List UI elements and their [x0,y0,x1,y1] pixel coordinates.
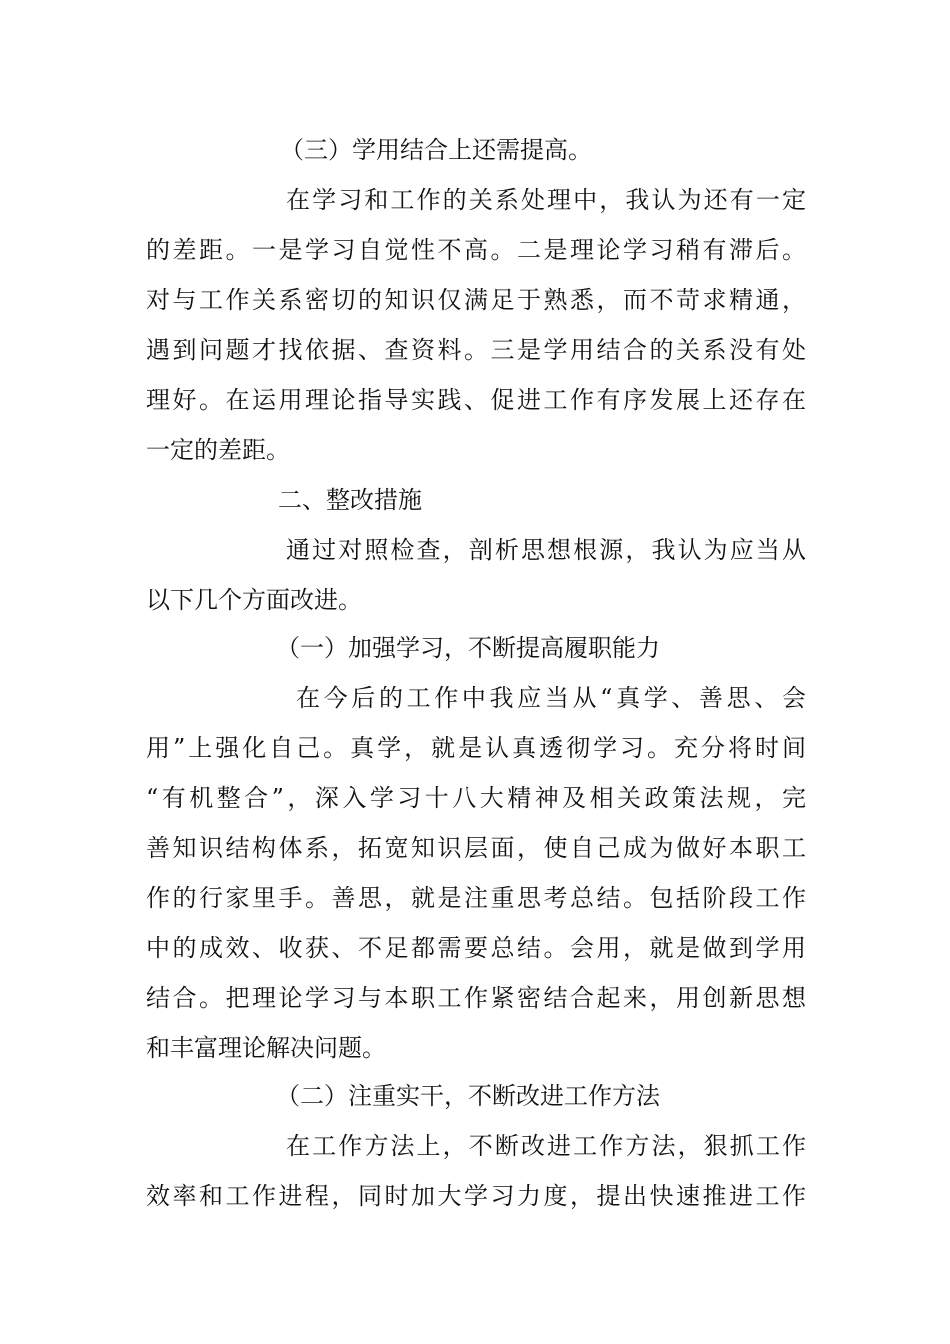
paragraph-line: 用”上强化自己。真学，就是认真透彻学习。充分将时间 [146,734,806,762]
paragraph-line: 通过对照检查，剖析思想根源，我认为应当从 [286,536,806,564]
paragraph-line: 作的行家里手。善思，就是注重思考总结。包括阶段工作 [146,884,806,912]
paragraph-line: 对与工作关系密切的知识仅满足于熟悉，而不苛求精通， [146,286,806,314]
section-heading: 二、整改措施 [278,486,422,514]
subheading-1: （一）加强学习，不断提高履职能力 [276,634,660,662]
paragraph-line: 以下几个方面改进。 [146,586,362,614]
paragraph-line: “有机整合”，深入学习十八大精神及相关政策法规，完 [146,784,806,812]
paragraph-line: 效率和工作进程，同时加大学习力度，提出快速推进工作 [146,1182,806,1210]
paragraph-line: 结合。把理论学习与本职工作紧密结合起来，用创新思想 [146,984,806,1012]
paragraph-line: 和丰富理论解决问题。 [146,1034,386,1062]
paragraph-line: 遇到问题才找依据、查资料。三是学用结合的关系没有处 [146,336,806,364]
subheading-3: （三）学用结合上还需提高。 [280,136,592,164]
paragraph-line: 理好。在运用理论指导实践、促进工作有序发展上还存在 [146,386,806,414]
paragraph-line: 的差距。一是学习自觉性不高。二是理论学习稍有滞后。 [146,236,806,264]
subheading-2: （二）注重实干，不断改进工作方法 [276,1082,660,1110]
paragraph-line: 善知识结构体系，拓宽知识层面，使自己成为做好本职工 [146,834,806,862]
paragraph-line: 在工作方法上，不断改进工作方法，狠抓工作 [286,1132,806,1160]
paragraph-line: 一定的差距。 [146,436,290,464]
paragraph-line: 在今后的工作中我应当从“真学、善思、会 [296,684,806,712]
paragraph-line: 在学习和工作的关系处理中，我认为还有一定 [286,186,806,214]
paragraph-line: 中的成效、收获、不足都需要总结。会用，就是做到学用 [146,934,806,962]
